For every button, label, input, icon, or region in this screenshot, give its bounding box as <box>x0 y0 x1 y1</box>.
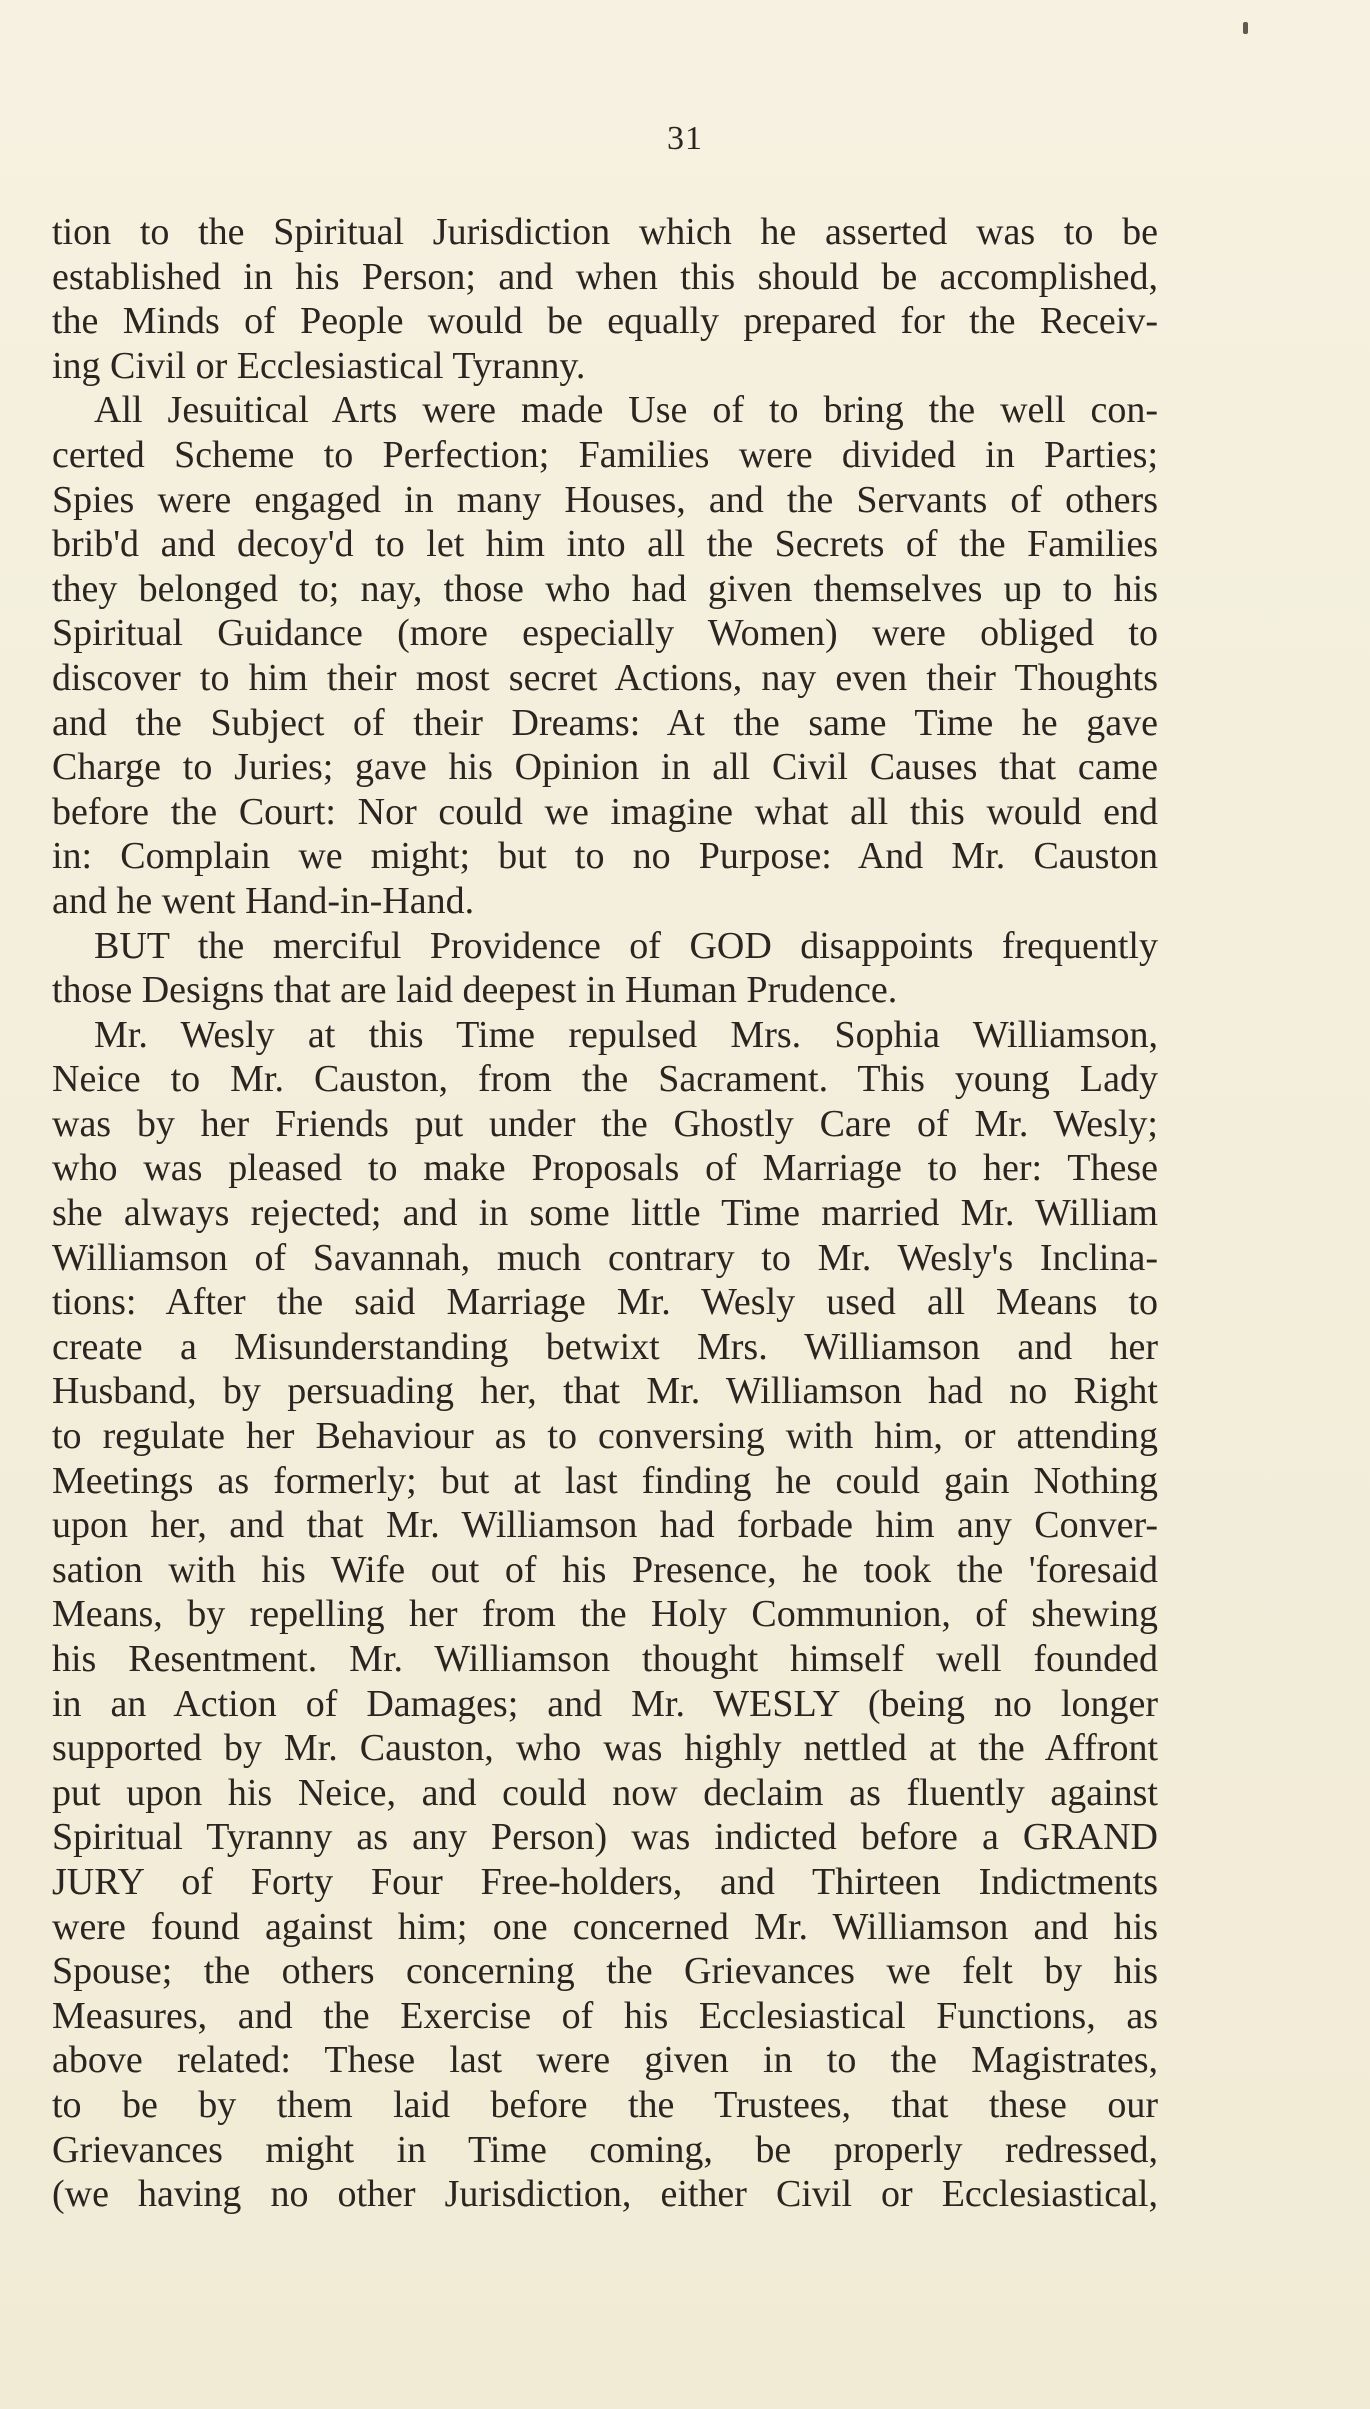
text-line: tion to the Spiritual Jurisdiction which he asserted was to be <box>52 211 1158 253</box>
text-line: JURY of Forty Four Free-holders, and Thirteen Indictments <box>52 1860 1158 1903</box>
text-line: before the Court: Nor could we imagine what all this would end <box>52 790 1158 833</box>
page-number: 31 <box>667 120 703 157</box>
text-line: Mr. Wesly at this Time repulsed Mrs. Sophia Williamson, <box>94 1013 1158 1056</box>
text-line: Williamson of Savannah, much contrary to Mr. Wesly's Inclina- <box>52 1236 1158 1279</box>
text-line: to be by them laid before the Trustees, that these our <box>52 2083 1158 2126</box>
text-line: Charge to Juries; gave his Opinion in all Civil Causes that came <box>52 746 1158 789</box>
text-line: Spiritual Guidance (more especially Women) were obliged to <box>52 612 1158 655</box>
text-line: supported by Mr. Causton, who was highly nettled at the Affront <box>52 1727 1158 1770</box>
text-line: and he went Hand-in-Hand. <box>52 879 475 922</box>
text-line: Neice to Mr. Causton, from the Sacrament. This young Lady <box>52 1058 1158 1101</box>
text-line: established in his Person; and when this should be accomplished, <box>52 255 1158 298</box>
text-line: upon her, and that Mr. Williamson had forbade him any Conver- <box>52 1504 1158 1547</box>
text-line: Grievances might in Time coming, be properly redressed, <box>52 2128 1158 2171</box>
text-line: Husband, by persuading her, that Mr. Williamson had no Right <box>52 1370 1158 1413</box>
text-line: ing Civil or Ecclesiastical Tyranny. <box>52 344 586 387</box>
text-line: tions: After the said Marriage Mr. Wesly used all Means to <box>52 1281 1158 1324</box>
text-line: Measures, and the Exercise of his Ecclesiastical Functions, as <box>52 1994 1158 2037</box>
text-line: All Jesuitical Arts were made Use of to bring the well con- <box>94 389 1158 432</box>
text-line: Meetings as formerly; but at last finding he could gain Nothing <box>52 1459 1158 1502</box>
text-line: BUT the merciful Providence of GOD disappoints frequently <box>94 924 1158 967</box>
text-line: create a Misunderstanding betwixt Mrs. Williamson and her <box>52 1325 1158 1368</box>
text-line: she always rejected; and in some little Time married Mr. William <box>52 1192 1158 1235</box>
text-line: brib'd and decoy'd to let him into all the Secrets of the Families <box>52 523 1158 566</box>
text-line: and the Subject of their Dreams: At the same Time he gave <box>52 701 1158 744</box>
text-line: above related: These last were given in to the Magistrates, <box>52 2039 1158 2082</box>
text-line: Spouse; the others concerning the Grievances we felt by his <box>52 1950 1158 1993</box>
text-line: Means, by repelling her from the Holy Communion, of shewing <box>52 1593 1158 1636</box>
text-line: was by her Friends put under the Ghostly Care of Mr. Wesly; <box>52 1102 1158 1145</box>
text-line: the Minds of People would be equally prepared for the Receiv- <box>52 300 1158 343</box>
text-line: certed Scheme to Perfection; Families were divided in Parties; <box>52 433 1158 476</box>
text-line: Spies were engaged in many Houses, and the Servants of others <box>52 478 1158 521</box>
text-line: in an Action of Damages; and Mr. WESLY (being no longer <box>52 1682 1158 1725</box>
text-line: discover to him their most secret Actions, nay even their Thoughts <box>52 656 1158 699</box>
text-line: put upon his Neice, and could now declaim as fluently against <box>52 1771 1158 1814</box>
text-line: his Resentment. Mr. Williamson thought himself well founded <box>52 1638 1158 1680</box>
text-line: were found against him; one concerned Mr. Williamson and his <box>52 1905 1158 1948</box>
ink-mark <box>1243 22 1248 34</box>
body-text <box>52 210 1158 2217</box>
text-line: they belonged to; nay, those who had given themselves up to his <box>52 567 1158 610</box>
text-line: those Designs that are laid deepest in Human Prudence. <box>52 969 898 1012</box>
text-line: to regulate her Behaviour as to conversing with him, or attending <box>52 1415 1158 1458</box>
text-line: Spiritual Tyranny as any Person) was indicted before a GRAND <box>52 1816 1158 1859</box>
text-line: who was pleased to make Proposals of Marriage to her: These <box>52 1147 1158 1190</box>
text-line: (we having no other Jurisdiction, either Civil or Ecclesiastical, <box>52 2173 1158 2216</box>
text-line: in: Complain we might; but to no Purpose: And Mr. Causton <box>52 835 1158 878</box>
text-line: sation with his Wife out of his Presence, he took the 'foresaid <box>52 1548 1158 1591</box>
